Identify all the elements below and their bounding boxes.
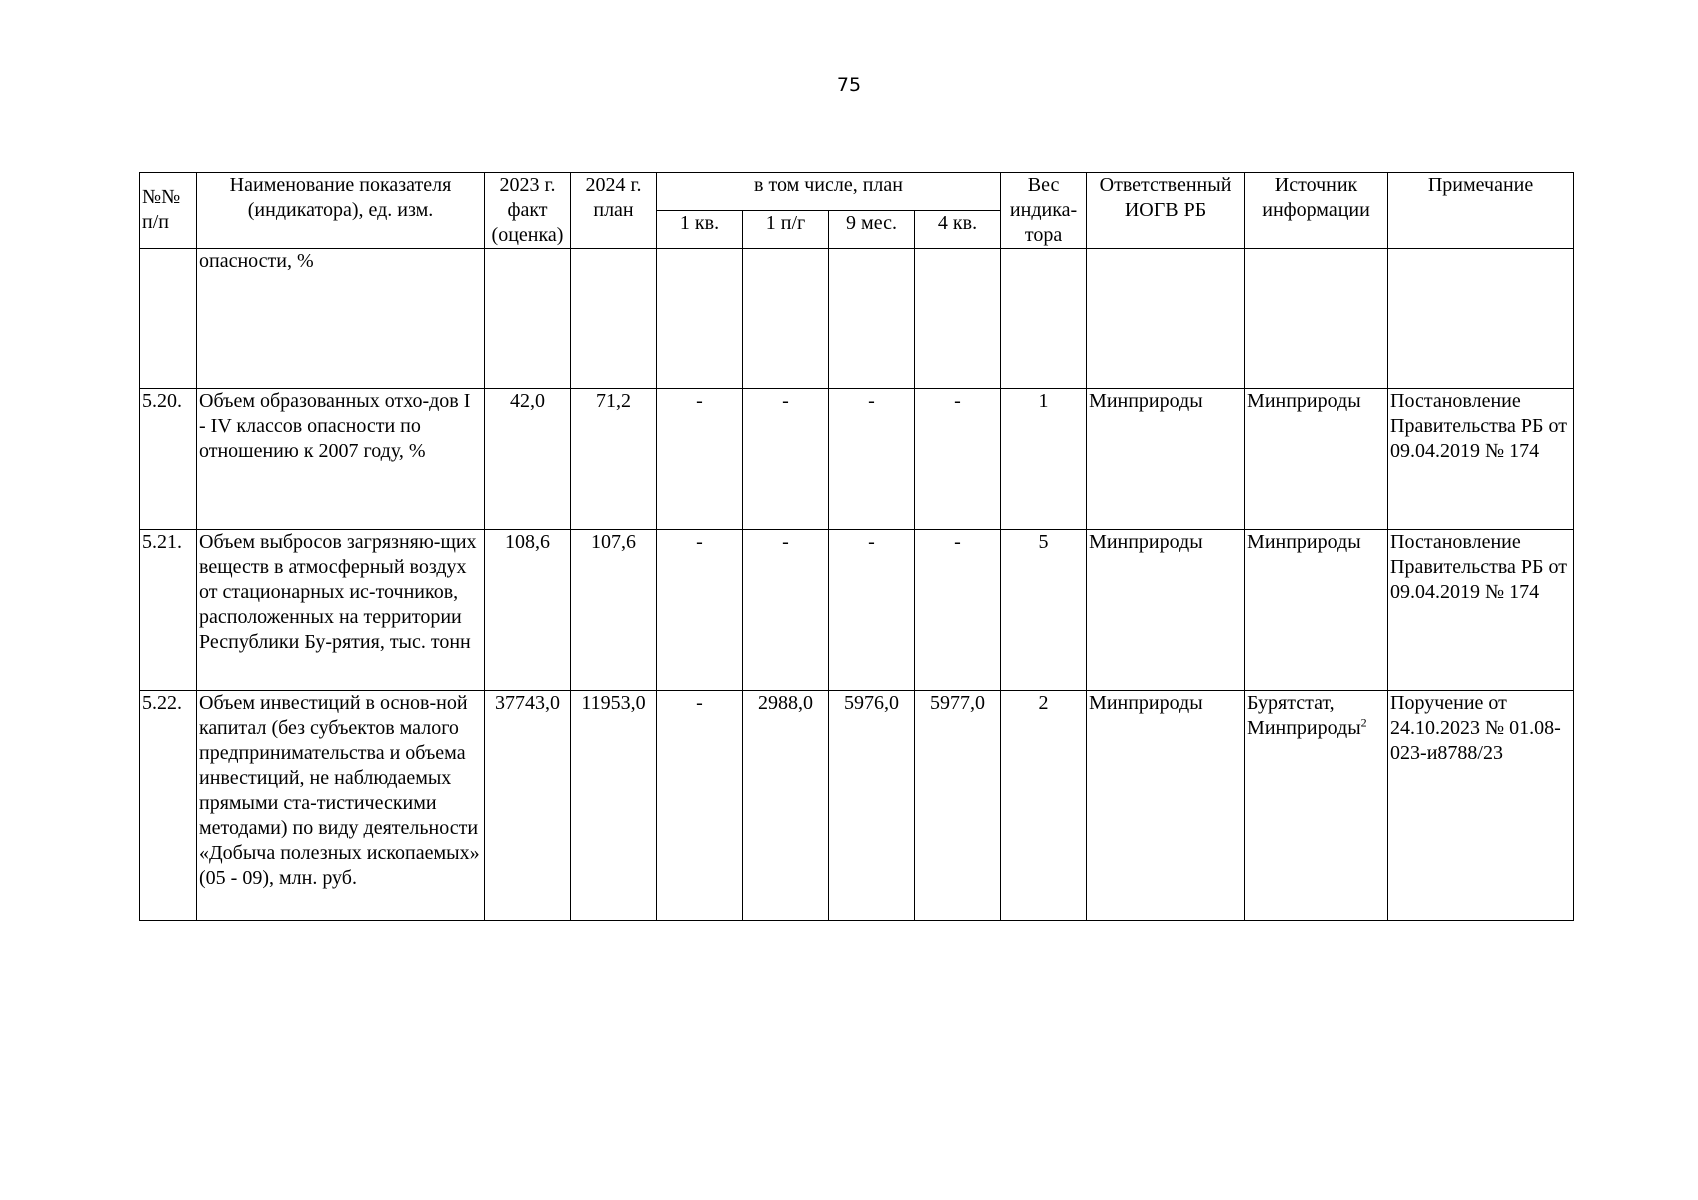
footnote-marker: 2 <box>1360 715 1367 730</box>
page-number: 75 <box>836 74 862 96</box>
cell-responsible: Минприроды <box>1087 691 1245 921</box>
table-row <box>140 389 1574 530</box>
cell-name: Объем выбросов загрязняю-щих веществ в атмосферный воздух от стационарных ис-точников, расположенных на территории Республики Бу-рятия, тыс. тонн <box>197 530 485 691</box>
header-num: №№ п/п <box>140 173 197 249</box>
cell-h1: - <box>743 389 829 530</box>
cell-source-text: Минприроды <box>1247 390 1361 412</box>
cell-fact-2023 <box>485 249 571 389</box>
cell-h1: 2988,0 <box>743 691 829 921</box>
cell-fact-2023: 37743,0 <box>485 691 571 921</box>
table-row <box>140 530 1574 691</box>
cell-q4: 5977,0 <box>915 691 1001 921</box>
header-source: Источник информации <box>1245 173 1388 249</box>
cell-responsible: Минприроды <box>1087 389 1245 530</box>
cell-9m: - <box>829 530 915 691</box>
cell-source <box>1245 691 1388 921</box>
cell-plan-2024 <box>571 249 657 389</box>
header-q1: 1 кв. <box>657 211 743 249</box>
cell-fact-2023: 42,0 <box>485 389 571 530</box>
cell-note: Постановление Правительства РБ от 09.04.2019 № 174 <box>1388 530 1574 691</box>
header-name: Наименование показателя (индикатора), ед. изм. <box>197 173 485 249</box>
cell-responsible <box>1087 249 1245 389</box>
header-fact-2023: 2023 г. факт (оценка) <box>485 173 571 249</box>
header-plan-group: в том числе, план <box>657 173 1001 211</box>
cell-q1 <box>657 249 743 389</box>
cell-source <box>1245 530 1388 691</box>
cell-num: 5.20. <box>140 389 197 530</box>
cell-9m: - <box>829 389 915 530</box>
cell-weight: 2 <box>1001 691 1087 921</box>
cell-9m <box>829 249 915 389</box>
cell-note <box>1388 249 1574 389</box>
indicators-table <box>139 172 1574 921</box>
header-h1: 1 п/г <box>743 211 829 249</box>
cell-h1: - <box>743 530 829 691</box>
header-note: Примечание <box>1388 173 1574 249</box>
header-q4: 4 кв. <box>915 211 1001 249</box>
table-row <box>140 691 1574 921</box>
cell-plan-2024: 107,6 <box>571 530 657 691</box>
header-plan-2024: 2024 г. план <box>571 173 657 249</box>
cell-name: опасности, % <box>197 249 485 389</box>
cell-q1: - <box>657 530 743 691</box>
cell-h1 <box>743 249 829 389</box>
cell-source-text: Минприроды <box>1247 531 1361 553</box>
cell-plan-2024: 71,2 <box>571 389 657 530</box>
cell-num: 5.21. <box>140 530 197 691</box>
cell-q1: - <box>657 691 743 921</box>
cell-q4: - <box>915 530 1001 691</box>
cell-name: Объем инвестиций в основ-ной капитал (без субъектов малого предпринимательства и объема инвестиций, не наблюдаемых прямыми ста-тистическими методами) по виду деятельности «Добыча полезных ископаемых» (05 - 09), млн. руб. <box>197 691 485 921</box>
table-row <box>140 249 1574 389</box>
cell-name: Объем образованных отхо-дов I - IV классов опасности по отношению к 2007 году, % <box>197 389 485 530</box>
header-weight: Вес индика-тора <box>1001 173 1087 249</box>
cell-9m: 5976,0 <box>829 691 915 921</box>
cell-plan-2024: 11953,0 <box>571 691 657 921</box>
cell-q1: - <box>657 389 743 530</box>
cell-source <box>1245 249 1388 389</box>
cell-weight <box>1001 249 1087 389</box>
header-responsible: Ответственный ИОГВ РБ <box>1087 173 1245 249</box>
cell-source <box>1245 389 1388 530</box>
cell-note: Поручение от 24.10.2023 № 01.08-023-и8788/23 <box>1388 691 1574 921</box>
cell-num <box>140 249 197 389</box>
cell-q4 <box>915 249 1001 389</box>
cell-responsible: Минприроды <box>1087 530 1245 691</box>
cell-note: Постановление Правительства РБ от 09.04.2019 № 174 <box>1388 389 1574 530</box>
cell-num: 5.22. <box>140 691 197 921</box>
cell-weight: 1 <box>1001 389 1087 530</box>
cell-fact-2023: 108,6 <box>485 530 571 691</box>
header-9m: 9 мес. <box>829 211 915 249</box>
cell-q4: - <box>915 389 1001 530</box>
cell-weight: 5 <box>1001 530 1087 691</box>
cell-source-text: Бурятстат, Минприроды <box>1247 692 1361 739</box>
